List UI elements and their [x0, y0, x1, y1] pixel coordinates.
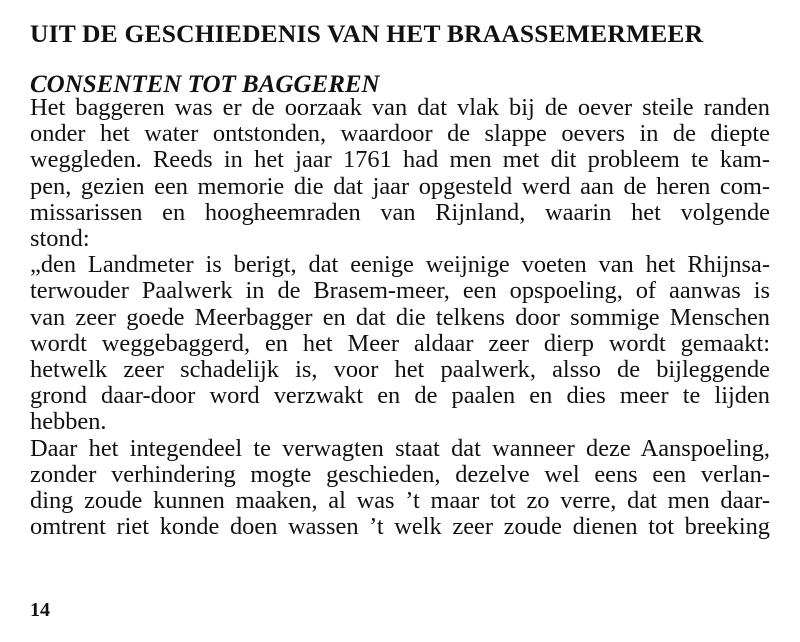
text-line: pen, gezien een memorie die dat jaar opgesteld werd aan de heren com- — [30, 173, 770, 200]
text-line: Het baggeren was er de oorzaak van dat vlak bij de oever steile randen — [30, 95, 770, 121]
text-line: terwouder Paalwerk in de Brasem-meer, een opspoeling, of aanwas is — [30, 278, 770, 305]
text-line: stond: — [30, 226, 90, 253]
text-line: omtrent riet konde doen wassen ’t welk zeer zoude dienen tot breeking — [30, 514, 770, 541]
text-line: grond daar-door word verzwakt en de paalen en dies meer te lijden — [30, 383, 770, 410]
text-line: zonder verhindering mogte geschieden, dezelve wel eens een verlan- — [30, 461, 770, 488]
page-title: UIT DE GESCHIEDENIS VAN HET BRAASSEMERMEER — [30, 19, 704, 48]
text-line: „den Landmeter is berigt, dat eenige weijnige voeten van het Rhijnsa- — [30, 252, 770, 279]
text-line: weggleden. Reeds in het jaar 1761 had men met dit probleem te kam- — [30, 147, 770, 174]
text-line: missarissen en hoogheemraden van Rijnland, waarin het volgende — [30, 199, 770, 226]
text-line: ding zoude kunnen maaken, al was ’t maar tot zo verre, dat men daar- — [30, 488, 770, 515]
text-line: wordt weggebaggerd, en het Meer aldaar zeer dierp wordt gemaakt: — [30, 330, 770, 357]
text-line: onder het water ontstonden, waardoor de slappe oevers in de diepte — [30, 121, 770, 148]
body-text — [30, 95, 770, 540]
text-line: hetwelk zeer schadelijk is, voor het paalwerk, alsso de bijleggende — [30, 357, 770, 384]
text-line: hebben. — [30, 409, 107, 436]
text-line: van zeer goede Meerbagger en dat die telkens door sommige Menschen — [30, 304, 770, 331]
text-line: Daar het integendeel te verwagten staat dat wanneer deze Aanspoeling, — [30, 435, 770, 462]
page-number: 14 — [30, 599, 50, 621]
section-subtitle: CONSENTEN TOT BAGGEREN — [30, 71, 380, 98]
